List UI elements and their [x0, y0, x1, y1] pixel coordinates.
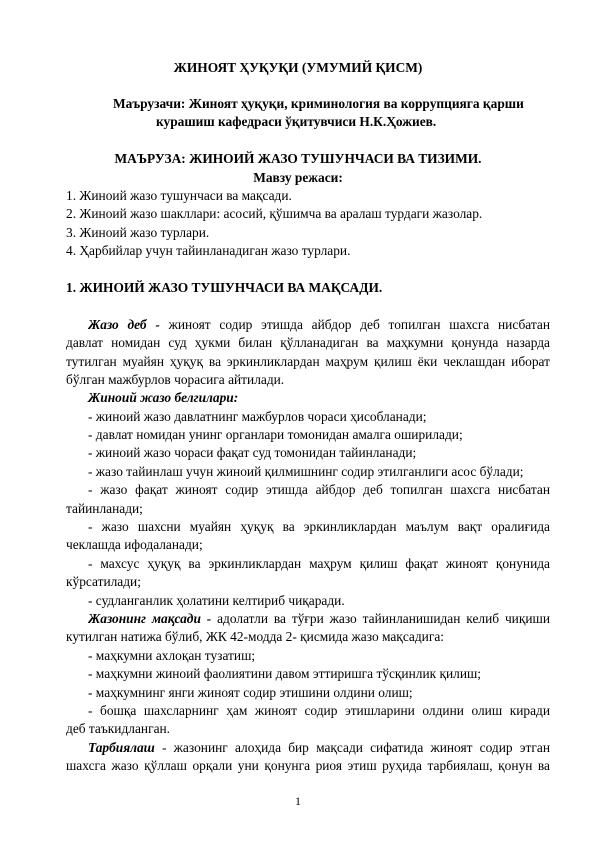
feature-item-cont: тайинланади;: [66, 501, 143, 516]
feature-item: - жиноий жазо давлатнинг мажбурлов чораси ҳисобланади;: [88, 409, 427, 424]
feature-item: - жазо фақат жиноят содир этишда айбдор деб топилган шахсга нисбатан: [88, 482, 550, 497]
goal-line-2: кутилган натижа бўлиб, ЖК 42-модда 2- қисмида жазо мақсадига:: [66, 629, 445, 644]
definition-line-4: бўлган мажбурлов чорасига айтилади.: [66, 372, 285, 387]
definition-term: Жазо деб -: [88, 317, 160, 332]
definition-line-3: тутилган муайян ҳуқуқ ва эркинликлардан маҳрум қилиш ёки чеклашдан иборат: [66, 354, 550, 369]
definition-line-1: Жазо деб - жиноят содир этишда айбдор деб топилган шахсга нисбатан: [88, 317, 550, 332]
education-line-2: шахсга жазо қўллаш орқали уни қонунга риоя этиш руҳида тарбиялаш, қонун ва: [66, 758, 550, 773]
goal-item: - бошқа шахсларнинг ҳам жиноят содир этишларини олдини олиш киради: [88, 703, 550, 718]
lecturer-line-1: Маърузачи: Жиноят ҳуқуқи, криминология ва коррупцияга қарши: [113, 96, 524, 111]
plan-item-2: 2. Жиноий жазо шакллари: асосий, қўшимча ва аралаш турдаги жазолар.: [66, 206, 483, 221]
section-heading: 1. ЖИНОИЙ ЖАЗО ТУШУНЧАСИ ВА МАҚСАДИ.: [66, 280, 383, 295]
plan-heading: Мавзу режаси:: [253, 170, 343, 185]
goal-term: Жазонинг мақсади -: [88, 611, 212, 626]
features-heading: Жиноий жазо белгилари:: [88, 390, 239, 405]
goal-line-1: Жазонинг мақсади - адолатли ва тўғри жазо тайинланишидан келиб чиқиши: [88, 611, 550, 626]
feature-item: - жазо шахсни муайян ҳуқуқ ва эркинликлардан маълум вақт оралиғида: [88, 519, 550, 534]
feature-item-cont: кўрсатилади;: [66, 574, 141, 589]
document-title: ЖИНОЯТ ҲУҚУҚИ (УМУМИЙ ҚИСМ): [173, 60, 423, 75]
education-term: Тарбиялаш: [88, 740, 155, 755]
feature-item: - судланганлик ҳолатини келтириб чиқаради.: [88, 593, 345, 608]
goal-item-cont: деб таъкидланган.: [66, 721, 171, 736]
plan-item-3: 3. Жиноий жазо турлари.: [66, 225, 210, 240]
feature-item-cont: чеклашда ифодаланади;: [66, 537, 203, 552]
goal-item: - маҳкумни жиноий фаолиятини давом эттиришга тўсқинлик қилиш;: [88, 666, 482, 681]
definition-line-2: давлат номидан суд ҳукми билан қўлланадиган ва маҳкумни қонунда назарда: [66, 335, 550, 350]
goal-item: - маҳкумни ахлоқан тузатиш;: [88, 648, 256, 663]
plan-item-1: 1. Жиноий жазо тушунчаси ва мақсади.: [66, 188, 292, 203]
feature-item: - давлат номидан унинг органлари томонидан амалга оширилади;: [88, 427, 463, 442]
lecturer-line-2: курашиш кафедраси ўқитувчиси Н.К.Ҳожиев.: [156, 114, 437, 129]
goal-item: - маҳкумнинг янги жиноят содир этишини олдини олиш;: [88, 685, 413, 700]
feature-item: - жазо тайинлаш учун жиноий қилмишнинг содир этилганлиги асос бўлади;: [88, 464, 524, 479]
plan-item-4: 4. Ҳарбийлар учун тайинланадиган жазо турлари.: [66, 243, 351, 258]
feature-item: - жиноий жазо чораси фақат суд томонидан тайинланади;: [88, 445, 417, 460]
lecture-title: МАЪРУЗА: ЖИНОИЙ ЖАЗО ТУШУНЧАСИ ВА ТИЗИМИ.: [114, 151, 482, 166]
feature-item: - махсус ҳуқуқ ва эркинликлардан маҳрум қилиш фақат жиноят қонунида: [88, 556, 550, 571]
education-line-1: Тарбиялаш - жазонинг алоҳида бир мақсади сифатида жиноят содир этган: [88, 740, 550, 755]
page-number: 1: [295, 794, 301, 808]
